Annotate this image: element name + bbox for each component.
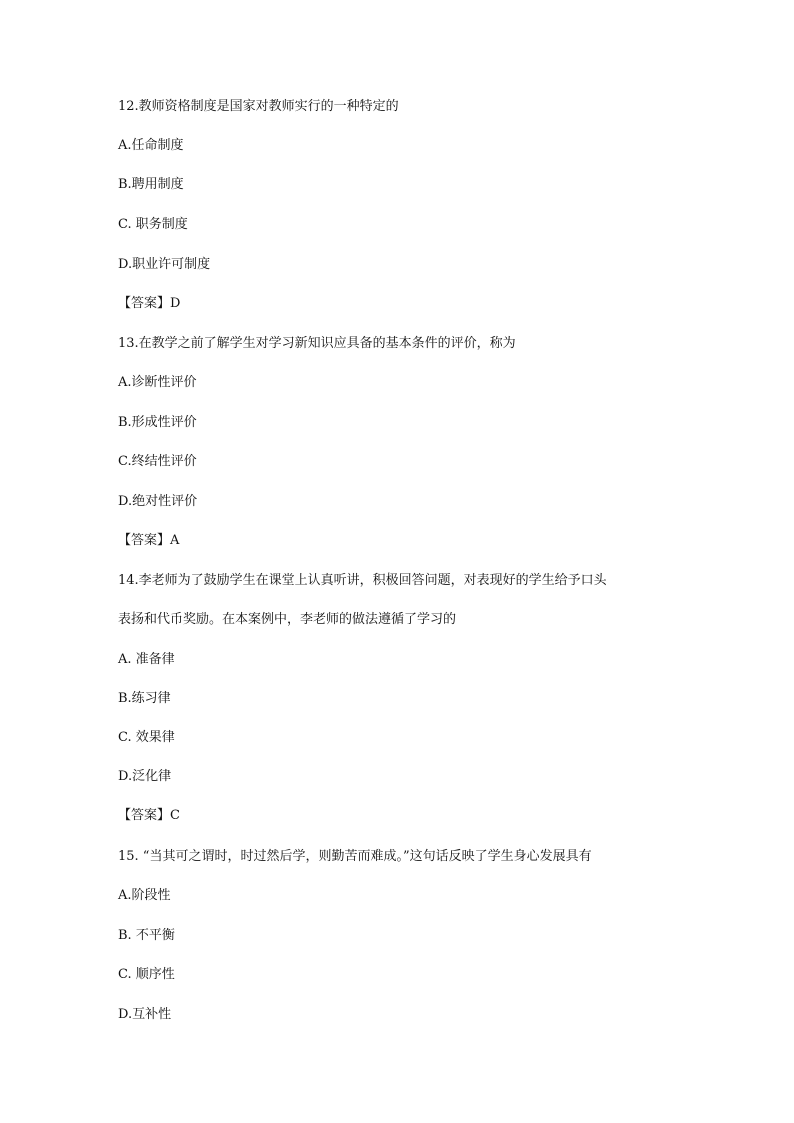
question-13-answer: 【答案】A: [118, 533, 180, 548]
question-12-stem: 12.教师资格制度是国家对教师实行的一种特定的: [118, 99, 399, 114]
question-14-option-b: B.练习律: [118, 691, 171, 706]
question-12-option-a: A.任命制度: [118, 138, 184, 153]
question-13-option-a: A.诊断性评价: [118, 375, 197, 390]
question-15-option-c: C. 顺序性: [118, 967, 175, 982]
question-13-option-c: C.终结性评价: [118, 454, 197, 469]
question-15-option-b: B. 不平衡: [118, 928, 175, 943]
question-12-option-b: B.聘用制度: [118, 177, 184, 192]
question-15-stem: 15. “当其可之谓时，时过然后学，则勤苦而难成。”这句话反映了学生身心发展具有: [118, 849, 592, 864]
question-12-answer: 【答案】D: [118, 296, 181, 311]
question-14-option-a: A. 准备律: [118, 652, 175, 667]
question-14-answer: 【答案】C: [118, 808, 180, 823]
question-14-stem-line-1: 14.李老师为了鼓励学生在课堂上认真听讲，积极回答问题，对表现好的学生给予口头: [118, 573, 607, 588]
question-13-option-d: D.绝对性评价: [118, 494, 198, 509]
question-15-option-a: A.阶段性: [118, 888, 171, 903]
question-13-stem: 13.在教学之前了解学生对学习新知识应具备的基本条件的评价，称为: [118, 336, 516, 351]
question-12-option-c: C. 职务制度: [118, 217, 188, 232]
question-14-stem-line-2: 表扬和代币奖励。在本案例中，李老师的做法遵循了学习的: [118, 612, 457, 627]
question-13-option-b: B.形成性评价: [118, 415, 197, 430]
question-14-option-c: C. 效果律: [118, 730, 175, 745]
question-15-option-d: D.互补性: [118, 1007, 172, 1022]
question-12-option-d: D.职业许可制度: [118, 257, 211, 272]
question-14-option-d: D.泛化律: [118, 769, 172, 784]
